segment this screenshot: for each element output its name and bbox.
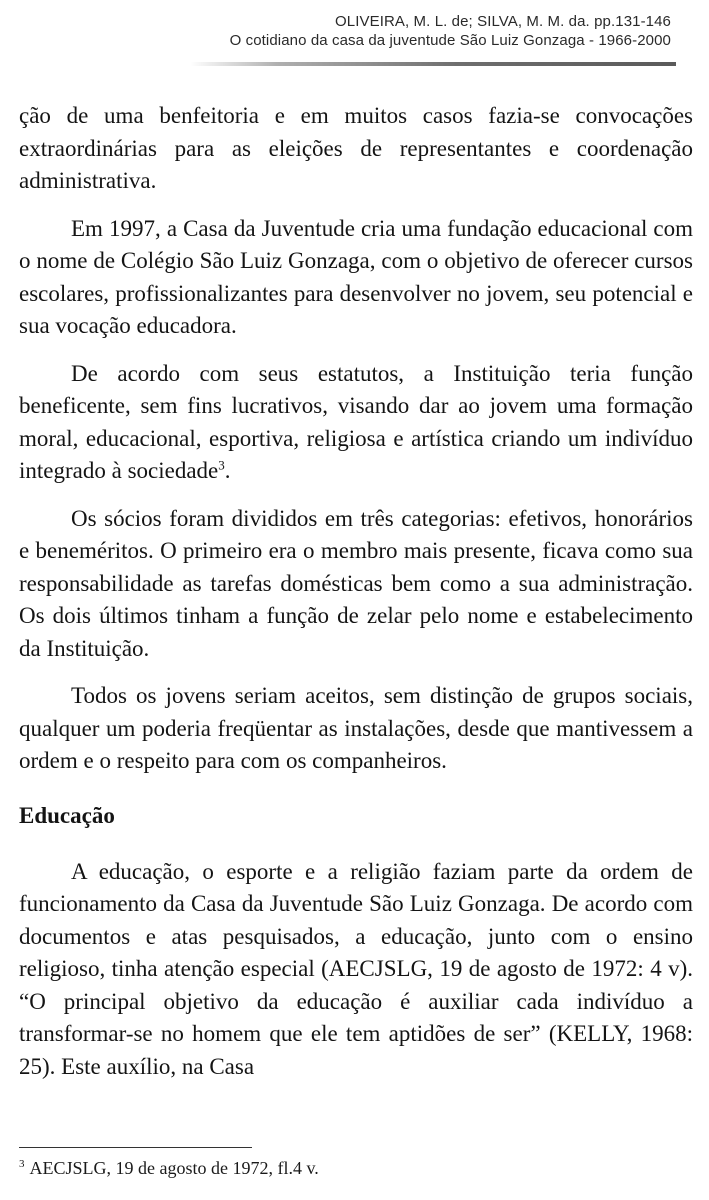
paragraph-continued: ção de uma benfeitoria e em muitos casos fazia-se convocações extraordinárias para as eleições de representantes e coordenação administrativa. xyxy=(19,103,693,193)
running-header xyxy=(230,12,671,50)
header-citation: OLIVEIRA, M. L. de; SILVA, M. M. da. pp.131-146 xyxy=(335,13,671,30)
footnote-text: AECJSLG, 19 de agosto de 1972, fl.4 v. xyxy=(29,1158,319,1178)
paragraph: Em 1997, a Casa da Juventude cria uma fundação educacional com o nome de Colégio São Luiz Gonzaga, com o objetivo de oferecer cursos escolares, profissionalizantes para desenvolver no jovem, seu potencial e sua vocação educadora. xyxy=(19,215,693,338)
body-text xyxy=(19,100,693,1098)
footnote-reference[interactable]: 3 xyxy=(218,457,225,473)
footnote-rule xyxy=(19,1147,252,1148)
section-paragraph: A educação, o esporte e a religião faziam parte da ordem de funcionamento da Casa da Juventude São Luiz Gonzaga. De acordo com documentos e atas pesquisados, a educação, junto com o ensino religioso, tinha atenção especial (AECJSLG, 19 de agosto de 1972: 4 v). “O principal objetivo da educação é auxiliar cada indivíduo a transformar-se no homem que ele tem aptidões de ser” (KELLY, 1968: 25). Este auxílio, na Casa xyxy=(19,858,693,1079)
paragraph: Os sócios foram divididos em três categorias: efetivos, honorários e beneméritos. O primeiro era o membro mais presente, ficava como sua responsabilidade as tarefas domésticas bem como a sua administração. Os dois últimos tinham a função de zelar pelo nome e estabelecimento da Instituição. xyxy=(19,505,693,661)
header-rule xyxy=(190,62,676,66)
paragraph-with-footnote xyxy=(19,358,693,488)
footnote-mark: 3 xyxy=(19,1158,25,1170)
paragraph: Todos os jovens seriam aceitos, sem distinção de grupos sociais, qualquer um poderia freqüentar as instalações, desde que mantivessem a ordem e o respeito para com os companheiros. xyxy=(19,683,693,773)
paragraph-text: De acordo com seus estatutos, a Instituição teria função beneficente, sem fins lucrativos, visando dar ao jovem uma formação moral, educacional, esportiva, religiosa e artística criando um indivíduo integrado à sociedade xyxy=(19,360,693,483)
paragraph-end: . xyxy=(224,458,231,483)
footnote xyxy=(19,1157,689,1179)
header-article-title: O cotidiano da casa da juventude São Luiz Gonzaga - 1966-2000 xyxy=(229,32,671,49)
section-heading: Educação xyxy=(19,802,115,828)
